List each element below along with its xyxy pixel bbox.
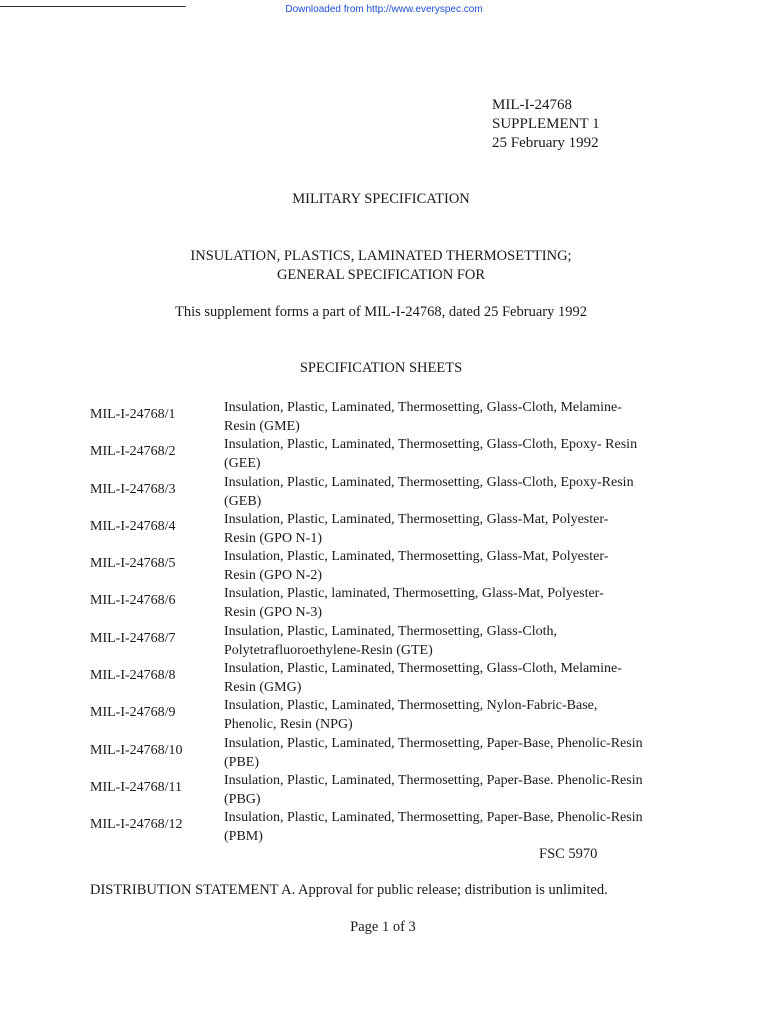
fsc-code: FSC 5970: [539, 846, 598, 862]
document-title-line-2: GENERAL SPECIFICATION FOR: [276, 267, 486, 283]
sheet-description-line-1: Insulation, Plastic, Laminated, Thermosetting, Glass-Cloth, Epoxy-Resin: [224, 474, 634, 490]
sheet-number: MIL-I-24768/6: [90, 593, 176, 609]
sheet-description: [224, 734, 684, 771]
sheet-number: MIL-I-24768/1: [90, 407, 176, 422]
sheet-description: [224, 510, 684, 547]
supplement-intro: This supplement forms a part of MIL-I-24768, dated 25 February 1992: [175, 304, 587, 320]
document-id-block: [492, 96, 600, 153]
specification-sheets-list: [90, 398, 690, 846]
document-date: 25 February 1992: [492, 135, 599, 151]
sheet-row: [90, 659, 690, 696]
sheet-row: [90, 584, 690, 621]
sheet-number: MIL-I-24768/7: [90, 630, 176, 646]
sheet-description: [224, 473, 684, 510]
sheet-row: [90, 734, 690, 771]
sheet-row: [90, 547, 690, 584]
sheet-description: [224, 584, 684, 621]
sheet-number: MIL-I-24768/4: [90, 518, 176, 534]
sheet-row: [90, 510, 690, 547]
sheet-description-line-2: Polytetrafluoroethylene-Resin (GTE): [224, 642, 433, 658]
supplement-label: SUPPLEMENT 1: [492, 116, 600, 132]
page-number: Page 1 of 3: [350, 919, 416, 935]
sheets-heading: SPECIFICATION SHEETS: [299, 360, 463, 376]
distribution-statement: DISTRIBUTION STATEMENT A. Approval for public release; distribution is unlimited.: [90, 882, 608, 898]
sheet-description-line-2: Resin (GMG): [224, 680, 302, 696]
sheet-description-line-1: Insulation, Plastic, Laminated, Thermosetting, Nylon-Fabric-Base,: [224, 698, 598, 714]
document-id: MIL-I-24768: [492, 97, 572, 113]
document-title-line-1: INSULATION, PLASTICS, LAMINATED THERMOSETTING;: [190, 248, 572, 264]
sheet-number: MIL-I-24768/8: [90, 668, 176, 684]
sheet-description: [224, 435, 684, 472]
sheet-description-line-1: Insulation, Plastic, Laminated, Thermosetting, Paper-Base. Phenolic-Resin: [224, 772, 643, 788]
sheet-row: [90, 808, 690, 845]
sheet-description-line-2: Resin (GPO N-1): [224, 530, 322, 546]
sheet-description-line-1: Insulation, Plastic, Laminated, Thermosetting, Glass-Cloth, Melamine-: [224, 661, 622, 677]
sheet-description: [224, 659, 684, 696]
sheet-row: [90, 473, 690, 510]
sheet-number: MIL-I-24768/12: [90, 817, 183, 833]
sheet-row: [90, 622, 690, 659]
sheet-description-line-1: Insulation, Plastic, Laminated, Thermosetting, Paper-Base, Phenolic-Resin: [224, 810, 643, 826]
download-link[interactable]: Downloaded from http://www.everyspec.com: [285, 4, 483, 15]
sheet-description: [224, 696, 684, 733]
sheet-description-line-2: Resin (GPO N-2): [224, 568, 322, 584]
sheet-description-line-2: (GEB): [224, 493, 262, 509]
sheet-description-line-2: Resin (GPO N-3): [224, 605, 322, 621]
sheet-description: [224, 771, 684, 808]
sheet-description: [224, 808, 684, 845]
sheet-description-line-2: (PBG): [224, 791, 261, 807]
sheet-description-line-1: Insulation, Plastic, Laminated, Thermosetting, Glass-Cloth,: [224, 623, 557, 639]
sheet-description-line-2: (GEE): [224, 456, 261, 472]
sheet-description-line-1: Insulation, Plastic, Laminated, Thermosetting, Glass-Mat, Polyester-: [224, 511, 609, 527]
sheet-number: MIL-I-24768/2: [90, 444, 176, 460]
sheet-description-line-1: Insulation, Plastic, Laminated, Thermosetting, Glass-Mat, Polyester-: [224, 549, 609, 565]
sheet-description-line-1: Insulation, Plastic, Laminated, Thermosetting, Paper-Base, Phenolic-Resin: [224, 735, 643, 751]
sheet-description: [224, 398, 684, 435]
sheet-row: [90, 398, 690, 435]
sheet-description: [224, 622, 684, 659]
sheet-description-line-1: Insulation, Plastic, Laminated, Thermosetting, Glass-Cloth, Melamine-: [224, 400, 622, 415]
document-category: MILITARY SPECIFICATION: [292, 191, 470, 207]
sheet-number: MIL-I-24768/11: [90, 779, 183, 795]
sheet-row: [90, 771, 690, 808]
sheet-description: [224, 547, 684, 584]
sheet-row: [90, 696, 690, 733]
sheet-description-line-2: Resin (GME): [224, 419, 300, 434]
sheet-number: MIL-I-24768/10: [90, 742, 183, 758]
sheet-number: MIL-I-24768/9: [90, 705, 176, 721]
sheet-description-line-2: (PBE): [224, 754, 259, 770]
sheet-number: MIL-I-24768/5: [90, 556, 176, 572]
sheet-description-line-2: Phenolic, Resin (NPG): [224, 717, 353, 733]
sheet-row: [90, 435, 690, 472]
sheet-description-line-1: Insulation, Plastic, Laminated, Thermosetting, Glass-Cloth, Epoxy- Resin: [224, 437, 638, 453]
sheet-description-line-2: (PBM): [224, 829, 263, 845]
sheet-description-line-1: Insulation, Plastic, laminated, Thermosetting, Glass-Mat, Polyester-: [224, 586, 604, 602]
sheet-number: MIL-I-24768/3: [90, 481, 176, 497]
